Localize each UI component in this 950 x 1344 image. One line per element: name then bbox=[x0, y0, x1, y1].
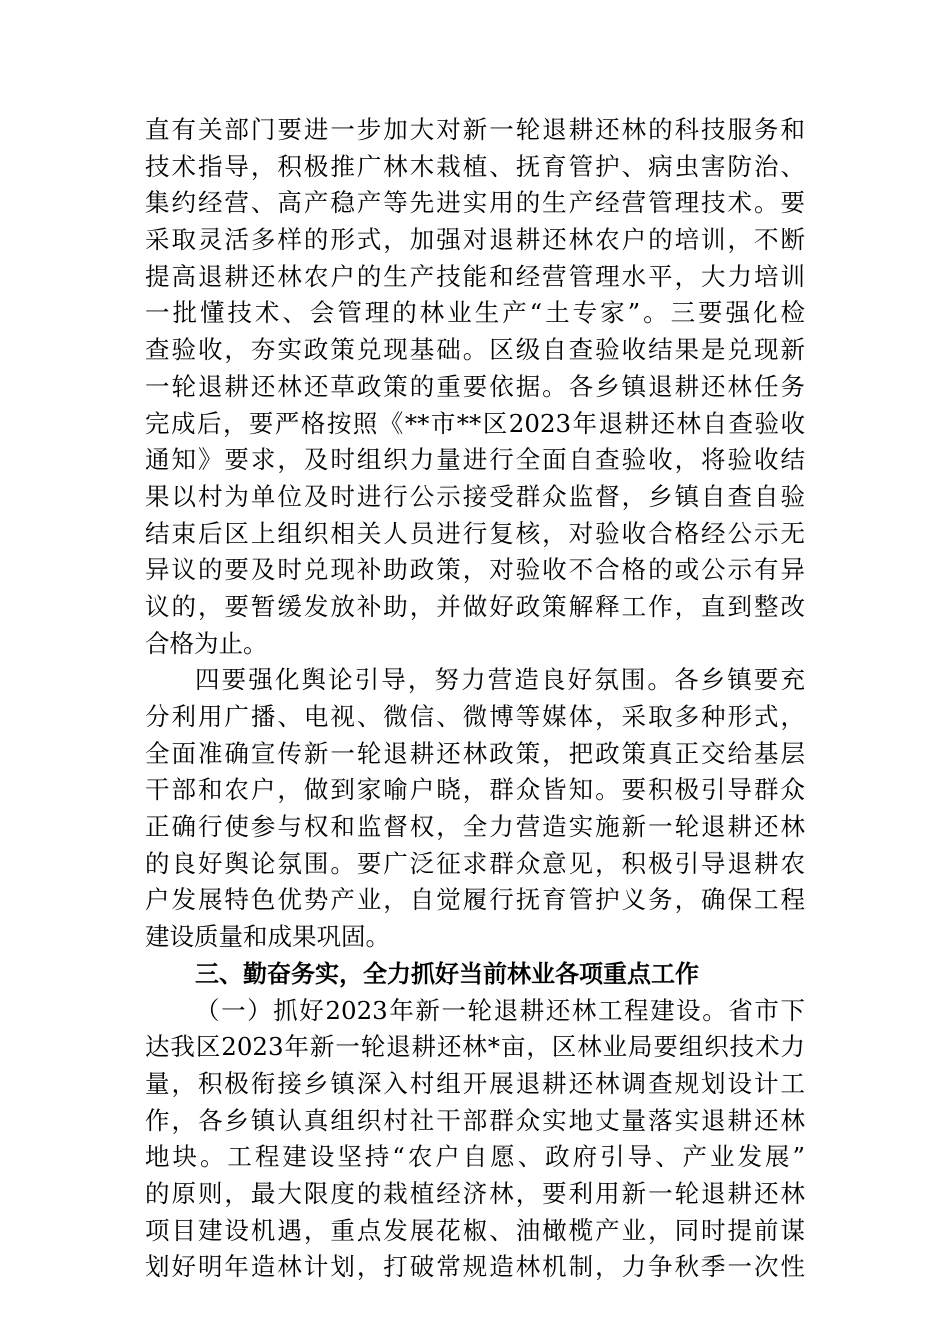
paragraph-line: 采取灵活多样的形式，加强对退耕还林农户的培训，不断 bbox=[145, 225, 805, 255]
paragraph-line: 项目建设机遇，重点发展花椒、油橄榄产业，同时提前谋 bbox=[145, 1215, 805, 1245]
paragraph-line: 作，各乡镇认真组织村社干部群众实地丈量落实退耕还林 bbox=[145, 1105, 805, 1135]
paragraph-line: 分利用广播、电视、微信、微博等媒体，采取多种形式， bbox=[145, 702, 805, 731]
document-page bbox=[145, 112, 805, 1286]
paragraph-line: 直有关部门要进一步加大对新一轮退耕还林的科技服务和 bbox=[145, 115, 805, 144]
paragraph-line: 技术指导，积极推广林木栽植、抚育管护、病虫害防治、 bbox=[145, 151, 805, 181]
paragraph-last-line: 合格为止。 bbox=[145, 628, 268, 658]
paragraph-line: 提高退耕还林农户的生产技能和经营管理水平，大力培训 bbox=[145, 261, 805, 291]
paragraph-first-line: 四要强化舆论引导，努力营造良好氛围。各乡镇要充 bbox=[195, 665, 805, 695]
paragraph-line: 地块。工程建设坚持“农户自愿、政府引导、产业发展” bbox=[145, 1142, 805, 1172]
paragraph-line: 通知》要求，及时组织力量进行全面自查验收，将验收结 bbox=[145, 445, 805, 475]
paragraph-line: 的良好舆论氛围。要广泛征求群众意见，积极引导退耕农 bbox=[145, 848, 805, 878]
paragraph-line: 划好明年造林计划，打破常规造林机制，力争秋季一次性 bbox=[145, 1252, 805, 1282]
paragraph-line: 户发展特色优势产业，自觉履行抚育管护义务，确保工程 bbox=[145, 885, 805, 915]
paragraph-line: 量，积极衔接乡镇深入村组开展退耕还林调查规划设计工 bbox=[145, 1068, 805, 1098]
paragraph-line: 查验收，夯实政策兑现基础。区级自查验收结果是兑现新 bbox=[145, 335, 805, 365]
paragraph-line: 一批懂技术、会管理的林业生产“土专家”。三要强化检 bbox=[145, 298, 805, 328]
paragraph-line: 达我区2023年新一轮退耕还林*亩，区林业局要组织技术力 bbox=[145, 1032, 805, 1062]
paragraph-line: 完成后，要严格按照《**市**区2023年退耕还林自查验收 bbox=[145, 408, 805, 438]
paragraph-line: 的原则，最大限度的栽植经济林，要利用新一轮退耕还林 bbox=[145, 1178, 805, 1208]
paragraph-line: 异议的要及时兑现补助政策，对验收不合格的或公示有异 bbox=[145, 555, 805, 585]
paragraph-line: 全面准确宣传新一轮退耕还林政策，把政策真正交给基层 bbox=[145, 738, 805, 768]
section-heading: 三、勤奋务实，全力抓好当前林业各项重点工作 bbox=[195, 959, 699, 988]
paragraph-line: 一轮退耕还林还草政策的重要依据。各乡镇退耕还林任务 bbox=[145, 371, 805, 401]
paragraph-first-line: （一）抓好2023年新一轮退耕还林工程建设。省市下 bbox=[195, 995, 805, 1025]
paragraph-line: 果以村为单位及时进行公示接受群众监督，乡镇自查自验 bbox=[145, 481, 805, 511]
paragraph-line: 集约经营、高产稳产等先进实用的生产经营管理技术。要 bbox=[145, 188, 805, 218]
paragraph-line: 干部和农户，做到家喻户晓，群众皆知。要积极引导群众 bbox=[145, 775, 805, 805]
paragraph-line: 议的，要暂缓发放补助，并做好政策解释工作，直到整改 bbox=[145, 591, 805, 621]
paragraph-line: 结束后区上组织相关人员进行复核，对验收合格经公示无 bbox=[145, 518, 805, 548]
paragraph-line: 正确行使参与权和监督权，全力营造实施新一轮退耕还林 bbox=[145, 812, 805, 842]
paragraph-last-line: 建设质量和成果巩固。 bbox=[145, 922, 390, 952]
